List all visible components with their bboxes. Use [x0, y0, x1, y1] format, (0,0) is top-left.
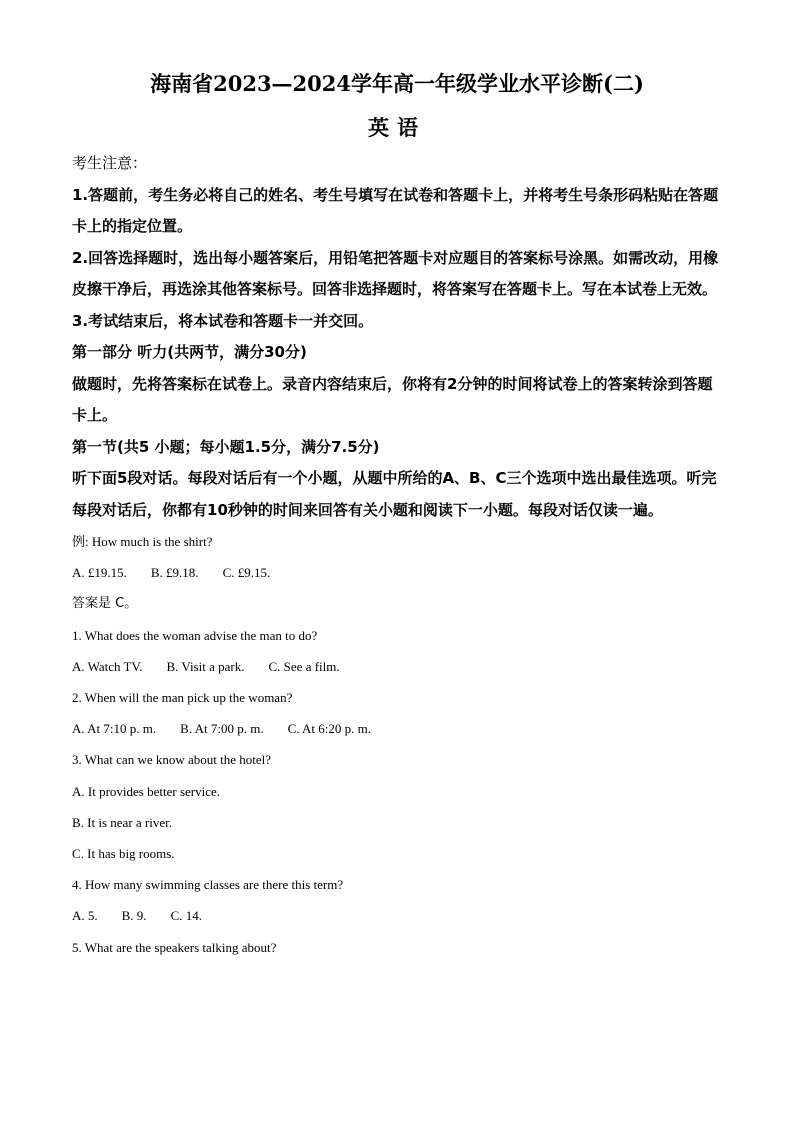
part1-heading: 第一部分 听力(共两节，满分30分) — [72, 343, 307, 361]
option-c: C. At 6:20 p. m. — [287, 721, 372, 737]
section1-heading: 第一节(共5 小题；每小题1.5分，满分7.5分) — [72, 437, 380, 456]
question-2: 2. When will the man pick up the woman? — [72, 690, 293, 706]
question-3-option-a: A. It provides better service. — [72, 783, 221, 799]
option-a: A. At 7:10 p. m. — [72, 721, 157, 737]
question-1: 1. What does the woman advise the man to do? — [72, 627, 318, 643]
question-3-option-c: C. It has big rooms. — [72, 846, 175, 862]
notice-item-2: 2.回答选择题时，选出每小题答案后，用铅笔把答题卡对应题目的答案标号涂黑。如需改动，用橡皮擦干净后，再选涂其他答案标号。回答非选择题时，将答案写在答题卡上。写在本试卷上无效。 — [72, 248, 719, 298]
question-3-option-b: B. It is near a river. — [72, 814, 172, 830]
part1-instructions: 做题时，先将答案标在试卷上。录音内容结束后，你将有2分钟的时间将试卷上的答案转涂到答题卡上。 — [72, 374, 713, 424]
option-c: C. 14. — [170, 908, 202, 924]
question-5: 5. What are the speakers talking about? — [72, 939, 277, 955]
option-a: A. Watch TV. — [72, 658, 143, 674]
question-1-options — [72, 651, 722, 682]
example-question: 例: How much is the shirt? — [72, 534, 213, 549]
question-4-options — [72, 900, 722, 931]
notice-item-1: 1.答题前，考生务必将自己的姓名、考生号填写在试卷和答题卡上，并将考生号条形码粘贴在答题卡上的指定位置。 — [72, 185, 719, 235]
section1-instructions: 听下面5段对话。每段对话后有一个小题，从题中所给的A、B、C三个选项中选出最佳选项。听完每段对话后，你都有10秒钟的时间来回答有关小题和阅读下一小题。每段对话仅读一遍。 — [72, 469, 717, 519]
notice-item-3: 3.考试结束后，将本试卷和答题卡一并交回。 — [72, 311, 374, 330]
question-4: 4. How many swimming classes are there this term? — [72, 877, 344, 893]
option-b: B. 9. — [121, 908, 147, 924]
question-2-options — [72, 713, 722, 744]
page-title: 海南省2023—2024学年高一年级学业水平诊断(二) — [150, 71, 644, 96]
option-c: C. See a film. — [268, 658, 340, 674]
option-a: A. 5. — [72, 908, 98, 924]
question-3: 3. What can we know about the hotel? — [72, 752, 272, 768]
example-answer: 答案是 C。 — [72, 596, 138, 612]
option-b: B. Visit a park. — [166, 658, 245, 674]
option-b: B. £9.18. — [150, 565, 199, 581]
exam-content — [72, 148, 722, 963]
subject-title: 英语 — [368, 115, 426, 140]
option-a: A. £19.15. — [72, 565, 127, 581]
option-c: C. £9.15. — [222, 565, 271, 581]
notice-heading: 考生注意： — [72, 154, 148, 172]
example-options — [72, 557, 722, 588]
option-b: B. At 7:00 p. m. — [180, 721, 264, 737]
